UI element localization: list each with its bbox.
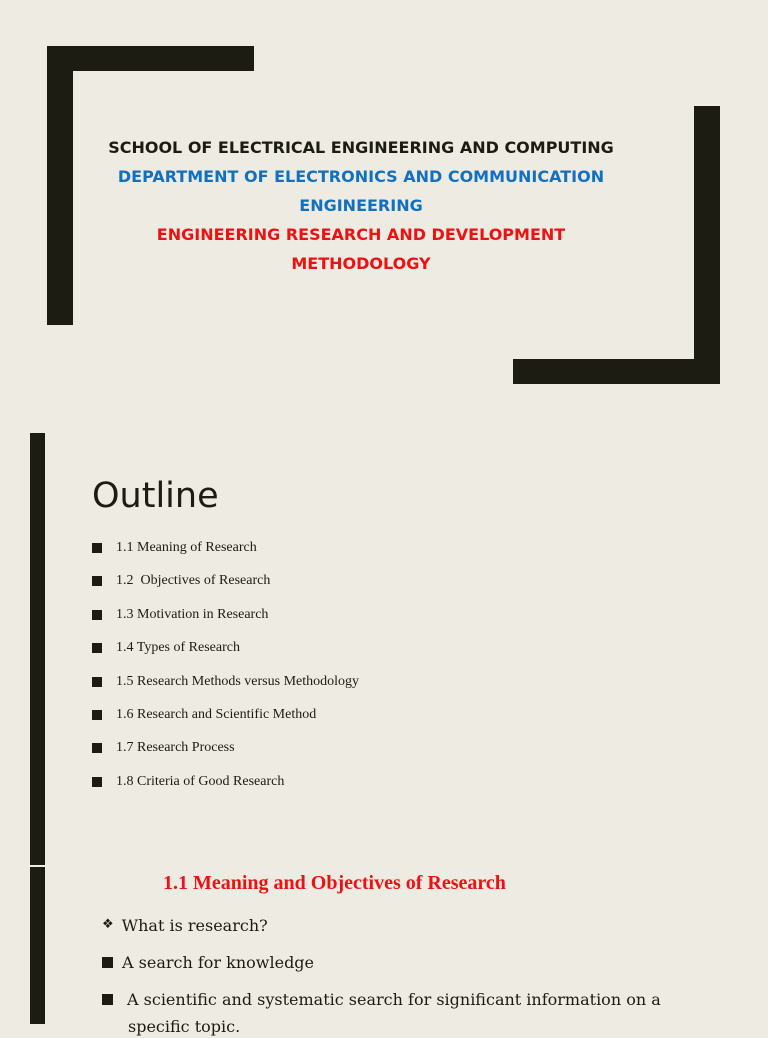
- outline-title: Outline: [92, 476, 219, 516]
- square-bullet-icon: [92, 777, 102, 787]
- outline-item: [92, 671, 359, 704]
- question-text: What is research?: [121, 916, 268, 935]
- square-bullet-icon: [92, 576, 102, 586]
- outline-list: [92, 537, 359, 804]
- outline-item-label: 1.4 Types of Research: [116, 640, 240, 656]
- outline-item-label: 1.5 Research Methods versus Methodology: [116, 673, 360, 689]
- department-line-2: ENGINEERING: [299, 196, 423, 215]
- course-title: [96, 220, 626, 278]
- section-heading: 1.1 Meaning and Objectives of Research: [163, 872, 506, 894]
- outline-item-label: 1.8 Criteria of Good Research: [116, 773, 285, 789]
- outline-item-label: 1.7 Research Process: [116, 740, 235, 756]
- outline-item: [92, 604, 359, 637]
- square-bullet-icon: [92, 677, 102, 687]
- school-name: SCHOOL OF ELECTRICAL ENGINEERING AND COMPUTING: [108, 138, 614, 157]
- department-name: [96, 162, 626, 220]
- outline-slide-accent-bar: [30, 433, 45, 865]
- square-bullet-icon: [92, 543, 102, 553]
- frame-corner-bottom-right-vertical: [694, 106, 720, 384]
- definition-text-2: A scientific and systematic search for significant information on a: [127, 990, 661, 1009]
- frame-corner-top-left-horizontal: [47, 46, 254, 71]
- square-bullet-icon: [92, 710, 102, 720]
- definition-text-1: A search for knowledge: [122, 953, 315, 972]
- outline-item-label: 1.3 Motivation in Research: [116, 606, 269, 622]
- four-diamond-bullet-icon: ❖: [102, 917, 114, 932]
- square-bullet-icon: [102, 957, 113, 968]
- title-block: [96, 136, 626, 278]
- outline-item-label: 1.2 Objectives of Research: [116, 573, 271, 589]
- outline-item: [92, 637, 359, 670]
- square-bullet-icon: [92, 743, 102, 753]
- outline-item-label: 1.6 Research and Scientific Method: [116, 706, 317, 722]
- outline-item: [92, 771, 359, 804]
- outline-item: [92, 570, 359, 603]
- frame-corner-top-left-vertical: [47, 46, 73, 325]
- square-bullet-icon: [102, 994, 113, 1005]
- outline-item: [92, 737, 359, 770]
- outline-item: [92, 537, 359, 570]
- course-line-2: METHODOLOGY: [291, 254, 431, 273]
- square-bullet-icon: [92, 610, 102, 620]
- square-bullet-icon: [92, 643, 102, 653]
- outline-item: [92, 704, 359, 737]
- definition-line-1: [102, 952, 314, 974]
- outline-item-label: 1.1 Meaning of Research: [116, 540, 257, 555]
- department-line-1: DEPARTMENT OF ELECTRONICS AND COMMUNICATION: [117, 167, 605, 186]
- meaning-slide-accent-bar: [30, 867, 45, 1024]
- frame-corner-bottom-right-horizontal: [513, 359, 720, 384]
- question-line: [102, 915, 268, 939]
- course-line-1: ENGINEERING RESEARCH AND DEVELOPMENT: [156, 225, 566, 244]
- definition-line-2: [102, 989, 661, 1011]
- definition-text-2-continued: specific topic.: [128, 1017, 241, 1036]
